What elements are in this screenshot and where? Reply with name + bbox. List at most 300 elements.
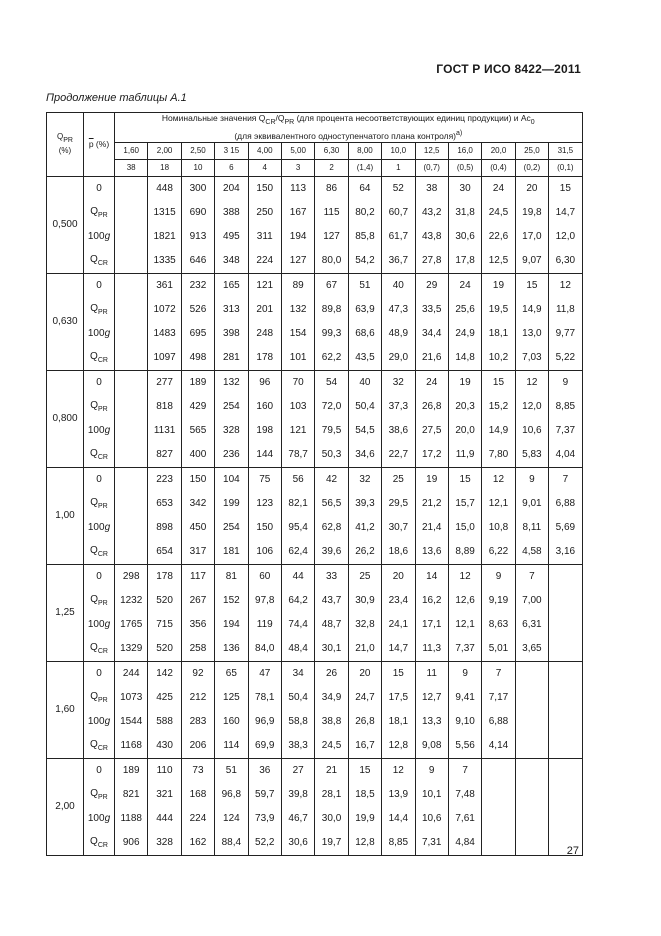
- table-cell: 224: [181, 807, 214, 831]
- table-cell: 168: [181, 783, 214, 807]
- table-cell: [115, 346, 148, 371]
- acceptance-number-cell: (0,4): [482, 159, 515, 176]
- table-cell: 18,6: [382, 540, 415, 565]
- table-cell: 30,6: [281, 831, 314, 856]
- table-cell: 361: [148, 273, 181, 298]
- table-cell: 34,4: [415, 322, 448, 346]
- table-cell: 20,3: [448, 395, 481, 419]
- table-cell: 150: [181, 467, 214, 492]
- table-cell: [115, 176, 148, 201]
- table-cell: 1232: [115, 589, 148, 613]
- table-cell: 1315: [148, 201, 181, 225]
- table-cell: 82,1: [281, 492, 314, 516]
- row-label-sub: CR: [97, 357, 108, 365]
- table-cell: 96: [248, 370, 281, 395]
- acceptance-number-cell: (0,7): [415, 159, 448, 176]
- table-cell: 24,5: [315, 734, 348, 759]
- row-label-sub: PR: [98, 406, 108, 414]
- table-cell: 36: [248, 758, 281, 783]
- table-cell: 526: [181, 298, 214, 322]
- table-cell: 38,8: [315, 710, 348, 734]
- table-cell: 12: [515, 370, 548, 395]
- acceptance-number-cell: 1: [382, 159, 415, 176]
- table-row: [47, 637, 583, 662]
- table-cell: 6,31: [515, 613, 548, 637]
- table-cell: 520: [148, 589, 181, 613]
- table-cell: 150: [248, 516, 281, 540]
- table-cell: [515, 783, 548, 807]
- table-cell: [549, 807, 583, 831]
- table-cell: 3,65: [515, 637, 548, 662]
- table-cell: 5,01: [482, 637, 515, 662]
- table-cell: 68,6: [348, 322, 381, 346]
- sample-size-cell: 2,00: [148, 142, 181, 159]
- table-cell: 19: [482, 273, 515, 298]
- table-cell: 178: [248, 346, 281, 371]
- table-cell: 19,5: [482, 298, 515, 322]
- table-cell: 80,0: [315, 249, 348, 274]
- table-cell: 30,7: [382, 516, 415, 540]
- table-cell: 9,77: [549, 322, 583, 346]
- table-cell: 56,5: [315, 492, 348, 516]
- row-label: 100g: [87, 231, 111, 243]
- table-cell: 60,7: [382, 201, 415, 225]
- column-header-qpr-letter: Q: [57, 132, 64, 142]
- table-cell: [549, 589, 583, 613]
- table-cell: 7: [515, 564, 548, 589]
- table-cell: 69,9: [248, 734, 281, 759]
- table-cell: [515, 710, 548, 734]
- table-cell: 99,3: [315, 322, 348, 346]
- row-label: 0: [96, 765, 102, 777]
- table-cell: 54,2: [348, 249, 381, 274]
- table-cell: 13,3: [415, 710, 448, 734]
- row-label: 0: [96, 668, 102, 680]
- table-cell: 5,56: [448, 734, 481, 759]
- row-label-cell: [84, 492, 115, 516]
- table-cell: 818: [148, 395, 181, 419]
- table-cell: 13,0: [515, 322, 548, 346]
- acceptance-number-cell: 3: [281, 159, 314, 176]
- table-cell: 125: [215, 686, 248, 710]
- row-label-cell: [84, 467, 115, 492]
- table-cell: 448: [148, 176, 181, 201]
- table-cell: [115, 395, 148, 419]
- row-label: 100g: [87, 716, 111, 728]
- column-header-qpr-unit: (%): [58, 146, 72, 156]
- table-cell: [482, 758, 515, 783]
- row-label-cell: [84, 661, 115, 686]
- sample-size-cell: 3 15: [215, 142, 248, 159]
- table-row: [47, 613, 583, 637]
- row-label: Q: [90, 691, 99, 703]
- row-label: Q: [90, 400, 99, 412]
- table-cell: 104: [215, 467, 248, 492]
- qpr-group-cell: 0,500: [47, 176, 84, 273]
- table-cell: 19: [415, 467, 448, 492]
- table-cell: 30,6: [448, 225, 481, 249]
- table-cell: 588: [148, 710, 181, 734]
- table-cell: 33,5: [415, 298, 448, 322]
- table-cell: 821: [115, 783, 148, 807]
- table-cell: 194: [215, 613, 248, 637]
- table-cell: 6,88: [482, 710, 515, 734]
- row-label-cell: [84, 370, 115, 395]
- table-cell: 162: [181, 831, 214, 856]
- table-cell: 39,3: [348, 492, 381, 516]
- table-cell: 50,3: [315, 443, 348, 468]
- table-cell: 40: [348, 370, 381, 395]
- table-cell: [549, 661, 583, 686]
- row-label-cell: [84, 249, 115, 274]
- table-cell: 21,2: [415, 492, 448, 516]
- table-cell: 64,2: [281, 589, 314, 613]
- table-cell: 201: [248, 298, 281, 322]
- table-cell: [115, 298, 148, 322]
- table-cell: 59,7: [248, 783, 281, 807]
- row-label: Q: [90, 739, 98, 751]
- table-cell: 167: [281, 201, 314, 225]
- table-cell: 48,9: [382, 322, 415, 346]
- table-cell: 425: [148, 686, 181, 710]
- sample-size-cell: 12,5: [415, 142, 448, 159]
- table-cell: 12: [382, 758, 415, 783]
- table-cell: 67: [315, 273, 348, 298]
- table-cell: 73,9: [248, 807, 281, 831]
- table-cell: 204: [215, 176, 248, 201]
- table-cell: 281: [215, 346, 248, 371]
- table-cell: 20,0: [448, 419, 481, 443]
- table-cell: 6,88: [549, 492, 583, 516]
- table-cell: 85,8: [348, 225, 381, 249]
- table-cell: 1097: [148, 346, 181, 371]
- table-cell: 7,00: [515, 589, 548, 613]
- table-cell: 10,8: [482, 516, 515, 540]
- table-cell: 224: [248, 249, 281, 274]
- table-cell: 117: [181, 564, 214, 589]
- table-cell: 113: [281, 176, 314, 201]
- sample-size-cell: 16,0: [448, 142, 481, 159]
- table-cell: 72,0: [315, 395, 348, 419]
- table-cell: 12,7: [415, 686, 448, 710]
- table-cell: 565: [181, 419, 214, 443]
- table-cell: 29,0: [382, 346, 415, 371]
- table-cell: 313: [215, 298, 248, 322]
- table-cell: 160: [248, 395, 281, 419]
- table-cell: 24,5: [482, 201, 515, 225]
- table-cell: 32: [382, 370, 415, 395]
- table-cell: [515, 758, 548, 783]
- table-cell: 189: [115, 758, 148, 783]
- table-cell: 61,7: [382, 225, 415, 249]
- table-cell: 60: [248, 564, 281, 589]
- table-cell: 9,07: [515, 249, 548, 274]
- table-cell: 194: [281, 225, 314, 249]
- row-label: Q: [90, 303, 99, 315]
- sample-size-cell: 4,00: [248, 142, 281, 159]
- table-cell: 62,8: [315, 516, 348, 540]
- table-cell: 18,1: [382, 710, 415, 734]
- table-cell: 913: [181, 225, 214, 249]
- table-cell: 317: [181, 540, 214, 565]
- table-cell: 4,04: [549, 443, 583, 468]
- table-cell: 24: [482, 176, 515, 201]
- acceptance-number-cell: (0,2): [515, 159, 548, 176]
- table-cell: 12,6: [448, 589, 481, 613]
- table-cell: 9,19: [482, 589, 515, 613]
- table-cell: 38,6: [382, 419, 415, 443]
- table-cell: 96,8: [215, 783, 248, 807]
- table-cell: [115, 225, 148, 249]
- table-cell: 827: [148, 443, 181, 468]
- table-cell: 300: [181, 176, 214, 201]
- row-label-sub: CR: [97, 842, 108, 850]
- qpr-group-cell: 1,60: [47, 661, 84, 758]
- table-cell: 14,7: [549, 201, 583, 225]
- row-label-cell: [84, 443, 115, 468]
- table-cell: 9: [415, 758, 448, 783]
- table-cell: 244: [115, 661, 148, 686]
- table-cell: 28,1: [315, 783, 348, 807]
- table-cell: 14,4: [382, 807, 415, 831]
- table-cell: 33: [315, 564, 348, 589]
- table-cell: 121: [248, 273, 281, 298]
- table-cell: 1072: [148, 298, 181, 322]
- table-cell: 47,3: [382, 298, 415, 322]
- table-cell: 70: [281, 370, 314, 395]
- table-cell: 5,69: [549, 516, 583, 540]
- table-cell: 51: [215, 758, 248, 783]
- table-cell: 14,7: [382, 637, 415, 662]
- table-cell: 14,9: [515, 298, 548, 322]
- table-cell: 154: [281, 322, 314, 346]
- table-cell: 9,10: [448, 710, 481, 734]
- table-cell: 78,1: [248, 686, 281, 710]
- table-cell: 450: [181, 516, 214, 540]
- row-label-cell: [84, 783, 115, 807]
- table-cell: 9: [482, 564, 515, 589]
- table-cell: 89: [281, 273, 314, 298]
- row-label-cell: [84, 516, 115, 540]
- row-label-cell: [84, 564, 115, 589]
- row-label: Q: [90, 254, 98, 266]
- table-cell: 43,8: [415, 225, 448, 249]
- table-cell: 12: [549, 273, 583, 298]
- table-cell: 10,2: [482, 346, 515, 371]
- table-cell: 4,14: [482, 734, 515, 759]
- table-cell: 4,58: [515, 540, 548, 565]
- table-cell: 44: [281, 564, 314, 589]
- table-cell: 898: [148, 516, 181, 540]
- table-cell: 25: [382, 467, 415, 492]
- header-note-sub: PR: [284, 119, 295, 126]
- table-cell: 906: [115, 831, 148, 856]
- header-note-part: Номинальные значения Q: [161, 113, 266, 123]
- acceptance-number-cell: 2: [315, 159, 348, 176]
- table-cell: 7,61: [448, 807, 481, 831]
- row-label: Q: [90, 594, 99, 606]
- table-cell: 84,0: [248, 637, 281, 662]
- acceptance-number-row: [47, 159, 583, 176]
- table-cell: 24,1: [382, 613, 415, 637]
- table-cell: 42: [315, 467, 348, 492]
- table-cell: 444: [148, 807, 181, 831]
- table-cell: 41,2: [348, 516, 381, 540]
- table-cell: 75: [248, 467, 281, 492]
- table-cell: 12,8: [348, 831, 381, 856]
- table-cell: 12,0: [515, 395, 548, 419]
- table-cell: 110: [148, 758, 181, 783]
- table-cell: 29: [415, 273, 448, 298]
- table-cell: 12: [482, 467, 515, 492]
- row-label-cell: [84, 686, 115, 710]
- table-cell: 22,7: [382, 443, 415, 468]
- table-cell: 34,6: [348, 443, 381, 468]
- table-cell: 21,4: [415, 516, 448, 540]
- table-cell: 15,7: [448, 492, 481, 516]
- sample-size-cell: 25,0: [515, 142, 548, 159]
- row-label: 100g: [87, 619, 111, 631]
- table-cell: 32,8: [348, 613, 381, 637]
- table-cell: 715: [148, 613, 181, 637]
- table-cell: [549, 686, 583, 710]
- table-cell: 160: [215, 710, 248, 734]
- table-cell: 25,6: [448, 298, 481, 322]
- qpr-group-cell: 1,00: [47, 467, 84, 564]
- table-cell: 7: [549, 467, 583, 492]
- row-label-sub: PR: [98, 794, 108, 802]
- table-cell: [115, 492, 148, 516]
- sample-size-cell: 1,60: [115, 142, 148, 159]
- table-cell: 54: [315, 370, 348, 395]
- table-cell: 267: [181, 589, 214, 613]
- row-label-cell: [84, 395, 115, 419]
- table-cell: 18,1: [482, 322, 515, 346]
- row-label-cell: [84, 201, 115, 225]
- table-cell: 51: [348, 273, 381, 298]
- table-row: [47, 564, 583, 589]
- table-cell: 13,9: [382, 783, 415, 807]
- table-row: [47, 758, 583, 783]
- table-cell: [482, 831, 515, 856]
- table-cell: [115, 540, 148, 565]
- table-cell: 232: [181, 273, 214, 298]
- table-cell: 14: [415, 564, 448, 589]
- table-row: [47, 734, 583, 759]
- table-cell: 212: [181, 686, 214, 710]
- table-cell: 321: [148, 783, 181, 807]
- acceptance-number-cell: 10: [181, 159, 214, 176]
- table-cell: 24: [415, 370, 448, 395]
- table-row: [47, 176, 583, 201]
- table-cell: 5,83: [515, 443, 548, 468]
- table-cell: 150: [248, 176, 281, 201]
- table-cell: 81: [215, 564, 248, 589]
- table-cell: 27: [281, 758, 314, 783]
- table-cell: 328: [215, 419, 248, 443]
- table-cell: 63,9: [348, 298, 381, 322]
- table-cell: 298: [115, 564, 148, 589]
- table-row: [47, 370, 583, 395]
- column-header-qpr-sub: PR: [63, 137, 73, 145]
- table-row: [47, 807, 583, 831]
- table-cell: 80,2: [348, 201, 381, 225]
- table-cell: 254: [215, 516, 248, 540]
- table-cell: 398: [215, 322, 248, 346]
- row-label: Q: [90, 642, 98, 654]
- row-label-cell: [84, 831, 115, 856]
- row-label-cell: [84, 322, 115, 346]
- table-cell: 223: [148, 467, 181, 492]
- row-label-sub: CR: [97, 745, 108, 753]
- table-row: [47, 831, 583, 856]
- qpr-group-cell: 0,800: [47, 370, 84, 467]
- table-cell: 248: [248, 322, 281, 346]
- table-cell: 236: [215, 443, 248, 468]
- row-label-cell: [84, 540, 115, 565]
- row-label-cell: [84, 807, 115, 831]
- table-cell: 127: [281, 249, 314, 274]
- table-row: [47, 443, 583, 468]
- row-label: Q: [90, 448, 98, 460]
- table-cell: 89,8: [315, 298, 348, 322]
- column-header-p-letter: $\overline{p}$: [88, 139, 94, 150]
- row-label-cell: [84, 589, 115, 613]
- sample-size-cell: 10,0: [382, 142, 415, 159]
- table-cell: [115, 322, 148, 346]
- table-cell: [115, 201, 148, 225]
- table-cell: 30: [448, 176, 481, 201]
- row-label: Q: [90, 206, 99, 218]
- sample-size-row: [47, 142, 583, 159]
- table-row: [47, 710, 583, 734]
- table-cell: 34,9: [315, 686, 348, 710]
- table-row: [47, 540, 583, 565]
- table-cell: 1544: [115, 710, 148, 734]
- table-cell: 311: [248, 225, 281, 249]
- table-cell: 64: [348, 176, 381, 201]
- table-cell: 26: [315, 661, 348, 686]
- table-cell: 1188: [115, 807, 148, 831]
- sample-size-cell: 8,00: [348, 142, 381, 159]
- table-cell: 97,8: [248, 589, 281, 613]
- acceptance-number-cell: 18: [148, 159, 181, 176]
- data-table: [46, 112, 583, 856]
- table-cell: 24,7: [348, 686, 381, 710]
- sample-size-cell: 6,30: [315, 142, 348, 159]
- table-cell: 10,6: [415, 807, 448, 831]
- table-cell: 124: [215, 807, 248, 831]
- table-cell: 36,7: [382, 249, 415, 274]
- table-cell: [115, 467, 148, 492]
- table-cell: 8,85: [549, 395, 583, 419]
- table-cell: 1483: [148, 322, 181, 346]
- table-cell: [549, 783, 583, 807]
- table-cell: 17,5: [382, 686, 415, 710]
- row-label-cell: [84, 346, 115, 371]
- table-cell: 654: [148, 540, 181, 565]
- table-cell: [549, 734, 583, 759]
- table-cell: 10,1: [415, 783, 448, 807]
- table-cell: 30,9: [348, 589, 381, 613]
- table-cell: 96,9: [248, 710, 281, 734]
- table-cell: 73: [181, 758, 214, 783]
- table-cell: 8,11: [515, 516, 548, 540]
- table-cell: 18,5: [348, 783, 381, 807]
- table-cell: 101: [281, 346, 314, 371]
- table-cell: 429: [181, 395, 214, 419]
- table-cell: 1168: [115, 734, 148, 759]
